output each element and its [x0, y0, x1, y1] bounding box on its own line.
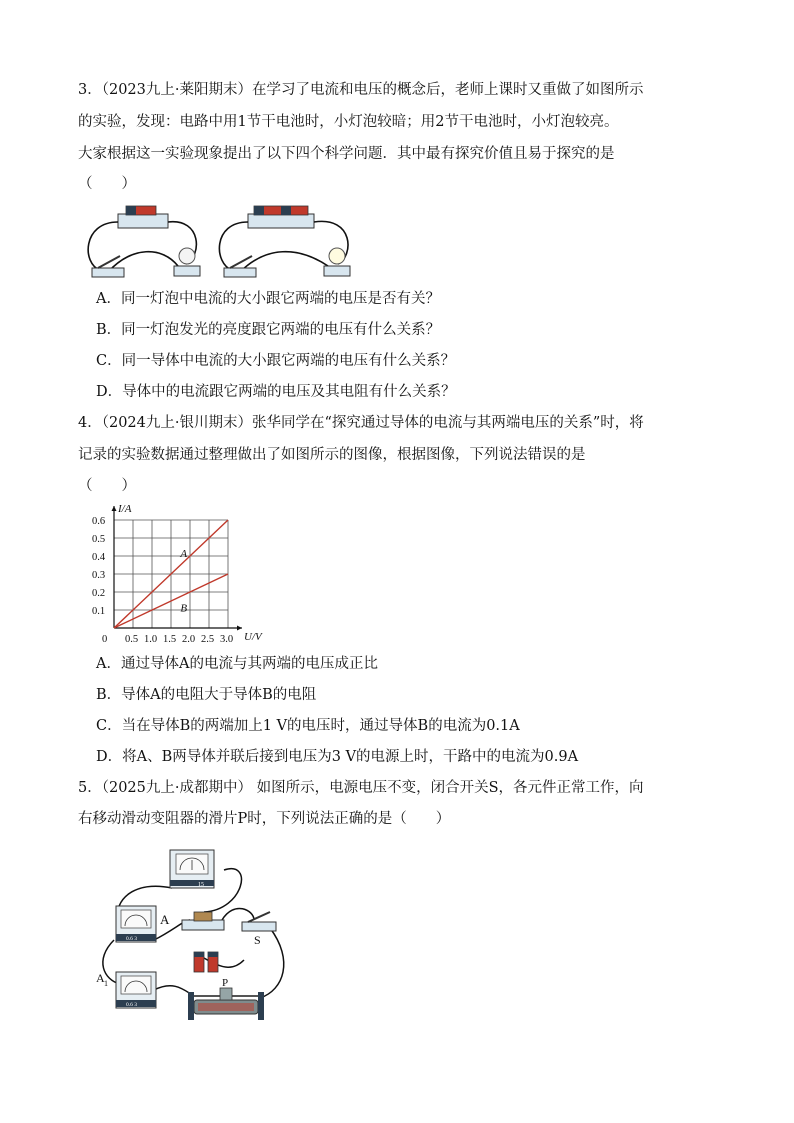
q5-circuit-figure: [94, 840, 294, 1038]
q3-option-c: C．同一导体中电流的大小跟它两端的电压有什么关系？: [96, 353, 456, 369]
y-tick-label: 0.1: [92, 606, 106, 617]
voltmeter: [170, 850, 214, 888]
q4-line-2: 记录的实验数据通过整理做出了如图所示的图像，根据图像，下列说法错误的是: [78, 447, 586, 463]
q4-option-c: C．当在导体B的两端加上1 V的电压时，通过导体B的电流为0.1A: [96, 718, 520, 734]
y-tick-label: 0.4: [92, 552, 106, 563]
q3-option-d: D．导体中的电流跟它两端的电压及其电阻有什么关系？: [96, 384, 456, 400]
ammeter-a-label: A: [160, 912, 170, 927]
x-axis-label: U/V: [244, 631, 262, 643]
q4-answer-bracket: （ ）: [78, 478, 136, 494]
q4-option-a: A．通过导体A的电流与其两端的电压成正比: [96, 656, 378, 672]
y-tick-label: 0.6: [92, 516, 106, 527]
current-voltage-chart: [88, 500, 288, 652]
battery-pair: [194, 952, 218, 972]
y-tick-label: 0.2: [92, 588, 106, 599]
y-tick-label: 0.3: [92, 570, 106, 581]
ammeter-a-scale-label: 0.6 3: [126, 936, 137, 942]
q5-line-1: 5．（2025九上·成都期中） 如图所示，电源电压不变，闭合开关S，各元件正常工作，向: [78, 780, 644, 796]
x-tick-label: 1.0: [144, 634, 158, 645]
x-tick-label: 0: [102, 634, 108, 645]
x-tick-label: 2.5: [201, 634, 215, 645]
x-tick-label: 2.0: [182, 634, 196, 645]
double-battery-circuit: [219, 206, 350, 277]
q4-option-b: B．导体A的电阻大于导体B的电阻: [96, 687, 317, 703]
q3-circuit-figure: [82, 198, 382, 282]
series-label-a: A: [180, 548, 188, 561]
y-tick-label: 0.5: [92, 534, 106, 545]
single-battery-circuit: [88, 206, 200, 277]
q4-line-1: 4．（2024九上·银川期末）张华同学在“探究通过导体的电流与其两端电压的关系”时，将: [78, 415, 644, 431]
ammeter-a1-label: A: [96, 971, 105, 985]
q3-line-3: 大家根据这一实验现象提出了以下四个科学问题．其中最有探究价值且易于探究的是: [78, 146, 615, 162]
x-axis-arrow: [237, 626, 242, 631]
x-tick-label: 1.5: [163, 634, 177, 645]
switch-s: [242, 912, 276, 947]
slider-p-label: P: [222, 977, 229, 989]
x-tick-label: 3.0: [220, 634, 234, 645]
ammeter-a1-scale-label: 0.6 3: [126, 1002, 137, 1008]
q4-option-d: D．将A、B两导体并联后接到电压为3 V的电源上时，干路中的电流为0.9A: [96, 749, 579, 765]
q3-line-2: 的实验，发现：电路中用1节干电池时，小灯泡较暗；用2节干电池时，小灯泡较亮。: [78, 114, 619, 130]
q3-option-b: B．同一灯泡发光的亮度跟它两端的电压有什么关系？: [96, 322, 441, 338]
q3-option-a: A．同一灯泡中电流的大小跟它两端的电压是否有关？: [96, 291, 440, 307]
voltmeter-scale-label: 15: [198, 882, 204, 888]
q5-line-2: 右移动滑动变阻器的滑片P时，下列说法正确的是（ ）: [78, 811, 451, 827]
x-tick-label: 0.5: [125, 634, 139, 645]
y-axis-label: I/A: [118, 503, 132, 515]
ammeter-a1: [96, 971, 156, 1008]
y-axis-arrow: [112, 506, 117, 511]
switch-label: S: [254, 933, 261, 947]
series-label-b: B: [180, 602, 188, 615]
q3-line-1: 3．（2023九上·莱阳期末）在学习了电流和电压的概念后，老师上课时又重做了如图所示: [78, 82, 644, 98]
q3-answer-bracket: （ ）: [78, 176, 136, 192]
bulb-holder: [182, 912, 224, 930]
sliding-rheostat: [188, 977, 264, 1020]
ammeter-a1-subscript: 1: [104, 979, 108, 988]
